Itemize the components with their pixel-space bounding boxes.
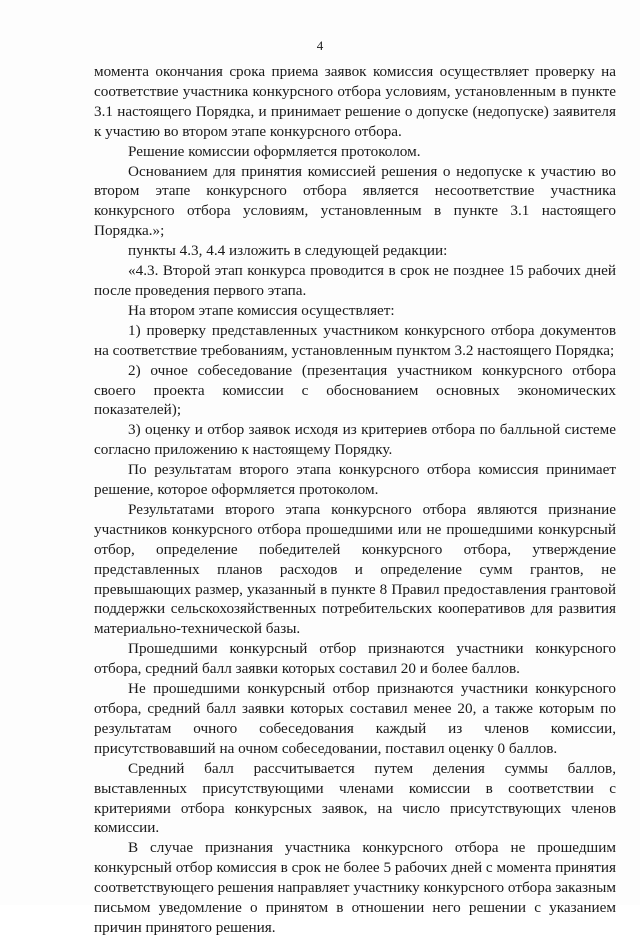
paragraph: Решение комиссии оформляется протоколом.: [128, 142, 421, 160]
paragraph: По результатам второго этапа конкурсного отбора комиссия принимает решение, которое оформляется протоколом.: [94, 461, 616, 499]
paragraph: Не прошедшими конкурсный отбор признаются участники конкурсного отбора, средний балл заявки которых составил менее 20, а также которым по результатам очного собеседования каждый из членов комиссии, присутствовавший на очном собеседовании, поставил оценку 0 баллов.: [94, 680, 616, 757]
paragraph: Прошедшими конкурсный отбор признаются участники конкурсного отбора, средний балл заявки которых составил 20 и более баллов.: [94, 640, 616, 678]
paragraph: Основанием для принятия комиссией решения о недопуске к участию во втором этапе конкурсного отбора является несоответствие участника конкурсного отбора условиям, установленным в пункте 3.1 настоящего Порядка.»;: [94, 162, 616, 240]
paragraph: Результатами второго этапа конкурсного отбора являются признание участников конкурсного отбора прошедшими или не прошедшими конкурсный отбор, определение победителей конкурсного отбора, утверждение представленных планов расходов и определение сумм грантов, не превышающих размер, указанный в пункте 8 Правил предоставления грантовой поддержки сельскохозяйственных потребительских кооперативов для развития материально-технической базы.: [94, 500, 616, 638]
list-item: 3) оценку и отбор заявок исходя из критериев отбора по балльной системе согласно приложению к настоящему Порядку.: [94, 421, 616, 459]
paragraph: На втором этапе комиссия осуществляет:: [128, 301, 395, 319]
paragraph: «4.3. Второй этап конкурса проводится в срок не позднее 15 рабочих дней после проведения первого этапа.: [94, 262, 616, 299]
paragraph: Средний балл рассчитывается путем деления суммы баллов, выставленных присутствующими членами комиссии в соответствии с критериями отбора конкурсных заявок, на число присутствующих членов комиссии.: [94, 759, 616, 837]
paragraph: пункты 4.3, 4.4 изложить в следующей редакции:: [128, 242, 448, 260]
paragraph: В случае признания участника конкурсного отбора не прошедшим конкурсный отбор комиссия в срок не более 5 рабочих дней с момента принятия соответствующего решения направляет участнику конкурсного отбора заказным письмом уведомление о принятом в отношении него решении с указанием причин принятого решения.: [94, 839, 616, 936]
paragraph: момента окончания срока приема заявок комиссия осуществляет проверку на соответствие участника конкурсного отбора условиям, установленным в пункте 3.1 настоящего Порядка, и принимает решение о допуске (недопуске) заявителя к участию во втором этапе конкурсного отбора.: [94, 63, 616, 140]
list-item: 1) проверку представленных участником конкурсного отбора документов на соответствие требованиям, установленным пунктом 3.2 настоящего Порядка;: [94, 321, 616, 359]
list-item: 2) очное собеседование (презентация участником конкурсного отбора своего проекта комиссии с обоснованием основных экономических показателей);: [94, 361, 616, 419]
document-body: [94, 62, 616, 938]
page-number: 4: [316, 38, 324, 53]
